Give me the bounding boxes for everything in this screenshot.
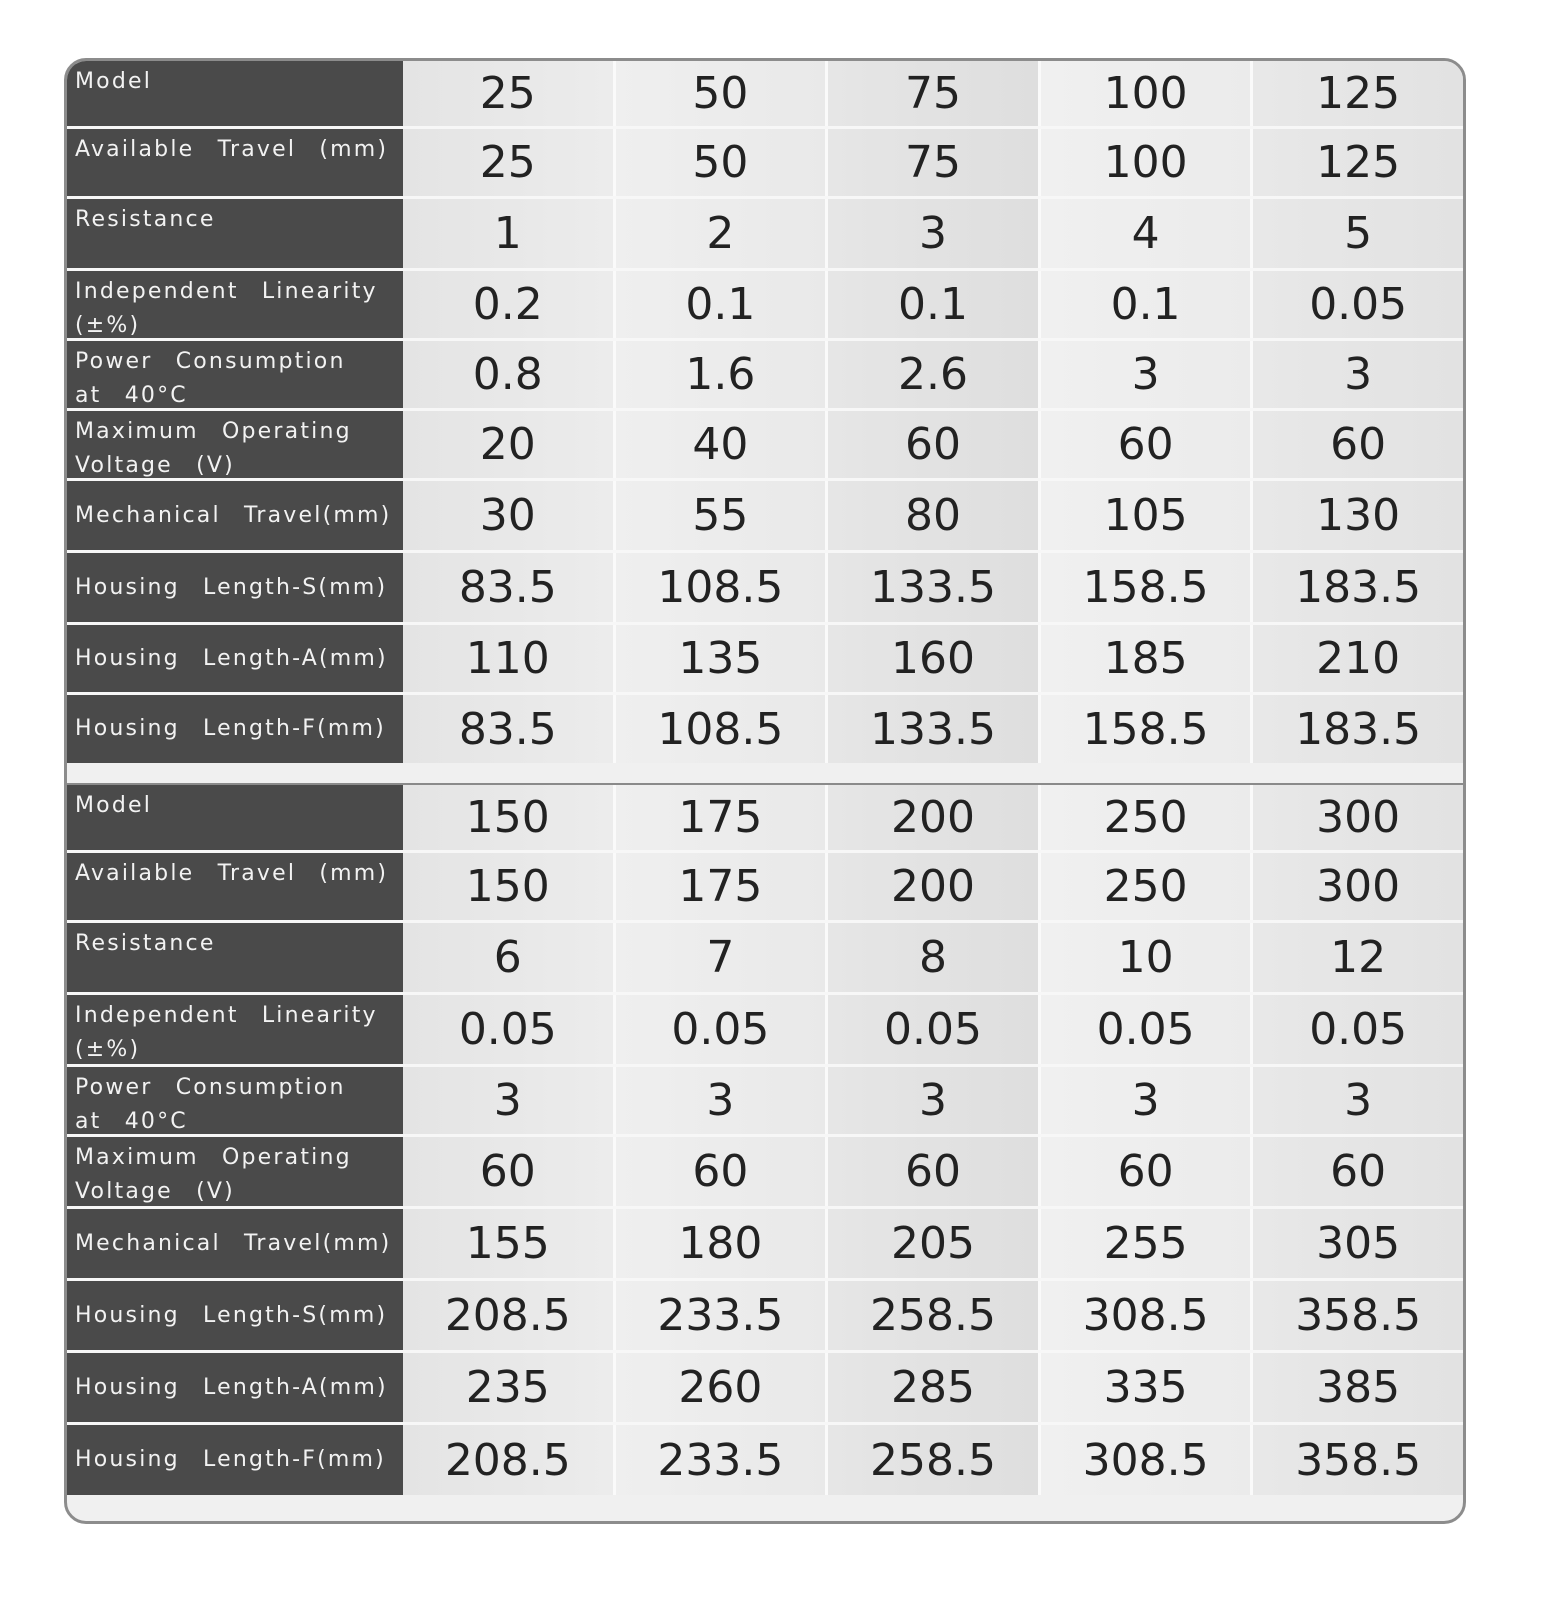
value-cell: 1: [403, 199, 616, 268]
value-cell: 125: [1253, 61, 1463, 126]
row-label-model: [67, 785, 403, 850]
value-cell: 135: [616, 625, 829, 692]
value-cell: 105: [1041, 481, 1254, 550]
row-label-available-travel: [67, 853, 403, 920]
row-label-text: Housing Length-A(mm): [75, 645, 388, 671]
row-label-text: Housing Length-F(mm): [75, 716, 386, 741]
value-cell: 258.5: [828, 1281, 1041, 1350]
value-cell: 110: [403, 625, 616, 692]
table-row: [67, 1353, 1463, 1425]
table-row: [67, 411, 1463, 481]
value-cell: 3: [1041, 1067, 1254, 1134]
value-cell: 6: [403, 923, 616, 992]
table-row: [67, 625, 1463, 695]
table-row: [67, 61, 1463, 129]
value-cell: 25: [403, 129, 616, 196]
row-label-text: Maximum Operating Voltage (V): [75, 1145, 352, 1204]
row-label-housing-length-s: [67, 1281, 403, 1350]
value-cell: 180: [616, 1209, 829, 1278]
value-cell: 158.5: [1041, 695, 1254, 763]
value-cell: 130: [1253, 481, 1463, 550]
value-cell: 0.05: [1253, 271, 1463, 338]
value-cell: 175: [616, 853, 829, 920]
value-cell: 3: [828, 199, 1041, 268]
value-cell: 50: [616, 129, 829, 196]
row-label-text: Mechanical Travel(mm): [75, 1230, 392, 1256]
row-label-text: Independent Linearity (±%): [75, 279, 378, 338]
value-cell: 0.1: [1041, 271, 1254, 338]
row-label-mechanical-travel: [67, 1209, 403, 1278]
row-label-text: Housing Length-S(mm): [75, 574, 388, 600]
table-row: [67, 481, 1463, 553]
value-cell: 0.05: [1041, 995, 1254, 1064]
value-cell: 0.8: [403, 341, 616, 408]
value-cell: 233.5: [616, 1281, 829, 1350]
table-row: [67, 695, 1463, 763]
value-cell: 7: [616, 923, 829, 992]
value-cell: 300: [1253, 785, 1463, 850]
value-cell: 255: [1041, 1209, 1254, 1278]
value-cell: 210: [1253, 625, 1463, 692]
table-row: [67, 553, 1463, 625]
value-cell: 285: [828, 1353, 1041, 1422]
row-label-housing-length-s: [67, 553, 403, 622]
row-label-text: Independent Linearity (±%): [75, 1003, 378, 1062]
value-cell: 60: [1041, 411, 1254, 478]
row-label-model: [67, 61, 403, 126]
row-label-text: Power Consumption at 40°C: [75, 349, 346, 408]
value-cell: 4: [1041, 199, 1254, 268]
table-row: [67, 1209, 1463, 1281]
value-cell: 3: [616, 1067, 829, 1134]
value-cell: 40: [616, 411, 829, 478]
value-cell: 60: [1253, 1137, 1463, 1206]
value-cell: 3: [403, 1067, 616, 1134]
table-row: [67, 1281, 1463, 1353]
value-cell: 233.5: [616, 1425, 829, 1495]
value-cell: 250: [1041, 853, 1254, 920]
value-cell: 2: [616, 199, 829, 268]
row-label-text: Model: [75, 69, 153, 94]
value-cell: 3: [1253, 341, 1463, 408]
value-cell: 133.5: [828, 553, 1041, 622]
value-cell: 158.5: [1041, 553, 1254, 622]
value-cell: 250: [1041, 785, 1254, 850]
row-label-resistance: [67, 199, 403, 268]
spec-section-top: [67, 61, 1463, 783]
table-row: [67, 341, 1463, 411]
value-cell: 235: [403, 1353, 616, 1422]
value-cell: 25: [403, 61, 616, 126]
value-cell: 50: [616, 61, 829, 126]
value-cell: 160: [828, 625, 1041, 692]
value-cell: 20: [403, 411, 616, 478]
row-label-text: Housing Length-A(mm): [75, 1374, 388, 1400]
value-cell: 75: [828, 61, 1041, 126]
value-cell: 358.5: [1253, 1425, 1463, 1495]
row-label-text: Maximum Operating Voltage (V): [75, 419, 352, 478]
table-row: [67, 1137, 1463, 1209]
row-label-resistance: [67, 923, 403, 992]
value-cell: 185: [1041, 625, 1254, 692]
table-row: [67, 853, 1463, 923]
row-label-independent-linearity: [67, 995, 403, 1064]
value-cell: 12: [1253, 923, 1463, 992]
value-cell: 108.5: [616, 553, 829, 622]
value-cell: 108.5: [616, 695, 829, 763]
value-cell: 10: [1041, 923, 1254, 992]
row-label-max-operating-voltage: [67, 1137, 403, 1206]
value-cell: 0.2: [403, 271, 616, 338]
value-cell: 0.05: [616, 995, 829, 1064]
value-cell: 75: [828, 129, 1041, 196]
value-cell: 335: [1041, 1353, 1254, 1422]
value-cell: 83.5: [403, 695, 616, 763]
value-cell: 260: [616, 1353, 829, 1422]
row-label-available-travel: [67, 129, 403, 196]
row-label-max-operating-voltage: [67, 411, 403, 478]
value-cell: 0.05: [1253, 995, 1463, 1064]
value-cell: 83.5: [403, 553, 616, 622]
value-cell: 5: [1253, 199, 1463, 268]
value-cell: 183.5: [1253, 553, 1463, 622]
value-cell: 1.6: [616, 341, 829, 408]
value-cell: 3: [1041, 341, 1254, 408]
value-cell: 258.5: [828, 1425, 1041, 1495]
row-label-independent-linearity: [67, 271, 403, 338]
spec-table: [64, 58, 1466, 1524]
value-cell: 60: [1041, 1137, 1254, 1206]
table-row: [67, 271, 1463, 341]
row-label-housing-length-a: [67, 1353, 403, 1422]
value-cell: 308.5: [1041, 1425, 1254, 1495]
value-cell: 308.5: [1041, 1281, 1254, 1350]
value-cell: 3: [1253, 1067, 1463, 1134]
value-cell: 80: [828, 481, 1041, 550]
spec-section-bottom: [67, 783, 1463, 1521]
value-cell: 0.05: [403, 995, 616, 1064]
table-row: [67, 1425, 1463, 1495]
value-cell: 30: [403, 481, 616, 550]
table-row: [67, 995, 1463, 1067]
value-cell: 150: [403, 853, 616, 920]
value-cell: 175: [616, 785, 829, 850]
row-label-text: Available Travel (mm): [75, 137, 389, 162]
value-cell: 385: [1253, 1353, 1463, 1422]
value-cell: 60: [1253, 411, 1463, 478]
value-cell: 2.6: [828, 341, 1041, 408]
value-cell: 200: [828, 853, 1041, 920]
row-label-power-consumption: [67, 1067, 403, 1134]
table-row: [67, 199, 1463, 271]
value-cell: 100: [1041, 61, 1254, 126]
row-label-text: Power Consumption at 40°C: [75, 1075, 346, 1134]
row-label-housing-length-a: [67, 625, 403, 692]
value-cell: 305: [1253, 1209, 1463, 1278]
value-cell: 125: [1253, 129, 1463, 196]
table-row: [67, 129, 1463, 199]
row-label-power-consumption: [67, 341, 403, 408]
value-cell: 60: [828, 411, 1041, 478]
value-cell: 100: [1041, 129, 1254, 196]
row-label-mechanical-travel: [67, 481, 403, 550]
value-cell: 60: [616, 1137, 829, 1206]
value-cell: 205: [828, 1209, 1041, 1278]
value-cell: 358.5: [1253, 1281, 1463, 1350]
value-cell: 183.5: [1253, 695, 1463, 763]
value-cell: 155: [403, 1209, 616, 1278]
value-cell: 208.5: [403, 1425, 616, 1495]
table-row: [67, 785, 1463, 853]
row-label-text: Model: [75, 793, 153, 818]
value-cell: 3: [828, 1067, 1041, 1134]
value-cell: 208.5: [403, 1281, 616, 1350]
value-cell: 60: [403, 1137, 616, 1206]
value-cell: 55: [616, 481, 829, 550]
row-label-text: Housing Length-S(mm): [75, 1302, 388, 1328]
value-cell: 200: [828, 785, 1041, 850]
row-label-text: Mechanical Travel(mm): [75, 502, 392, 528]
row-label-text: Resistance: [75, 931, 216, 956]
value-cell: 0.05: [828, 995, 1041, 1064]
row-label-housing-length-f: [67, 695, 403, 763]
row-label-housing-length-f: [67, 1425, 403, 1495]
value-cell: 300: [1253, 853, 1463, 920]
row-label-text: Housing Length-F(mm): [75, 1447, 386, 1472]
value-cell: 133.5: [828, 695, 1041, 763]
row-label-text: Resistance: [75, 207, 216, 232]
row-label-text: Available Travel (mm): [75, 861, 389, 886]
table-row: [67, 1067, 1463, 1137]
value-cell: 8: [828, 923, 1041, 992]
table-row: [67, 923, 1463, 995]
value-cell: 150: [403, 785, 616, 850]
value-cell: 0.1: [616, 271, 829, 338]
value-cell: 0.1: [828, 271, 1041, 338]
value-cell: 60: [828, 1137, 1041, 1206]
